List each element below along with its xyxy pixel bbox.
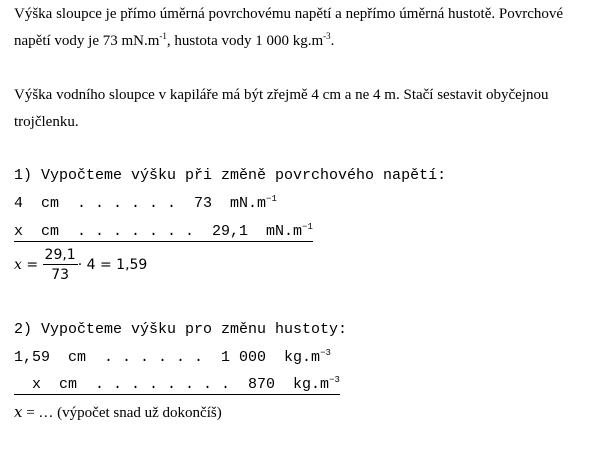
- section1-row1-text: 4 cm . . . . . . 73 mN.m: [14, 195, 267, 212]
- section2-row1-exponent: −3: [320, 348, 331, 358]
- section2-row2-text: x cm . . . . . . . . 870 kg.m: [14, 376, 330, 393]
- paragraph2-line2: [14, 114, 79, 131]
- section1-row2-text: x cm . . . . . . . 29,1 mN.m: [14, 223, 303, 240]
- section1-equation: [14, 247, 147, 283]
- section1-row1: [14, 195, 277, 212]
- section2-row2-exponent: −3: [329, 375, 340, 385]
- section2-heading: 2) Vypočteme výšku pro změnu hustoty:: [14, 321, 348, 338]
- equation-fraction: [43, 247, 78, 283]
- equation-equals: =: [21, 257, 43, 273]
- section1-row1-exponent: −1: [266, 194, 277, 204]
- section1-row2-underlined: [14, 223, 313, 242]
- result-variable: x: [14, 403, 23, 421]
- surface-tension-text: napětí vody je 73 mN.m: [14, 33, 160, 49]
- section1-row2-exponent: −1: [302, 222, 313, 232]
- paragraph1-line1-text: Výška sloupce je přímo úměrná povrchovému napětí a nepřímo úměrná hustotě. Povrchové: [14, 6, 564, 22]
- section2-row2-underlined: [14, 376, 340, 395]
- section1-heading: 1) Vypočteme výšku při změně povrchového napětí:: [14, 167, 447, 184]
- fraction-denominator: 73: [51, 267, 70, 283]
- density-text: , hustota vody 1 000 kg.m: [166, 33, 324, 49]
- paragraph1-line1: [14, 6, 563, 23]
- equation-result: · 4 = 1,59: [77, 257, 148, 273]
- period: .: [330, 33, 335, 49]
- paragraph2-line2-text: trojčlenku.: [14, 114, 79, 130]
- paragraph1-line2: [14, 33, 334, 50]
- surface-tension-exponent: -1: [159, 31, 167, 41]
- section1-row2: [14, 223, 313, 240]
- section2-result: [14, 403, 222, 422]
- result-text: = … (výpočet snad už dokončíš): [22, 405, 222, 421]
- equation-variable: x: [14, 257, 22, 273]
- fraction-numerator: 29,1: [44, 247, 76, 263]
- paragraph2-line1-text: Výška vodního sloupce v kapiláře má být zřejmě 4 cm a ne 4 m. Stačí sestavit obyčejnou: [14, 87, 549, 103]
- section2-row1: [14, 349, 331, 366]
- section2-row1-text: 1,59 cm . . . . . . 1 000 kg.m: [14, 349, 321, 366]
- paragraph2-line1: [14, 87, 548, 104]
- density-exponent: -3: [323, 31, 331, 41]
- section2-row2: [14, 376, 340, 393]
